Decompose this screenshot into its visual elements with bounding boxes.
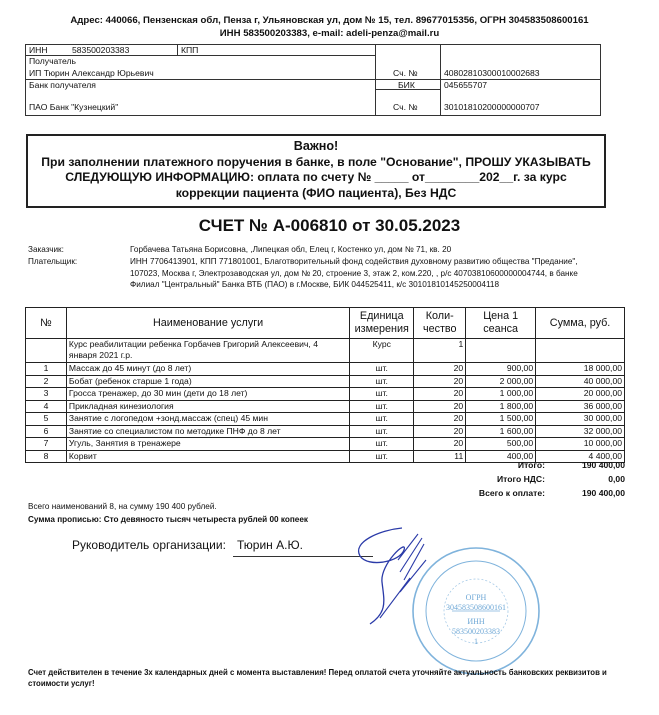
customer-value: Горбачева Татьяна Борисовна, ,Липецкая обл, Елец г, Костенко ул, дом № 71, кв. 20 xyxy=(130,245,452,254)
items-count-summary: Всего наименований 8, на сумму 190 400 рублей. xyxy=(28,502,217,511)
cell-unit: шт. xyxy=(350,363,414,376)
cell-qty: 20 xyxy=(414,363,466,376)
cell-qty: 1 xyxy=(414,339,466,363)
cell-sum: 30 000,00 xyxy=(536,413,625,426)
payer-label: Плательщик: xyxy=(28,257,78,266)
table-header-row xyxy=(26,308,625,339)
supplier-inn-email: ИНН 583500203383, e-mail: adeli-penza@mail.ru xyxy=(219,28,440,39)
account-label: Сч. № xyxy=(393,68,418,78)
cell-num xyxy=(26,339,67,363)
col-sum: Сумма, руб. xyxy=(536,308,625,339)
cell-num: 4 xyxy=(26,400,67,413)
cell-num: 7 xyxy=(26,438,67,451)
table-row xyxy=(26,400,625,413)
cell-unit: Курс xyxy=(350,339,414,363)
cell-qty: 20 xyxy=(414,413,466,426)
cell-unit: шт. xyxy=(350,438,414,451)
col-num: № xyxy=(26,308,67,339)
cell-name: Угуль, Занятия в тренажере xyxy=(66,438,349,451)
cell-num: 3 xyxy=(26,388,67,401)
notice-line-2: СЛЕДУЮЩУЮ ИНФОРМАЦИЮ: оплата по счету № _____ от________202__г. за курс xyxy=(65,170,567,184)
notice-title: Важно! xyxy=(293,139,339,153)
col-name: Наименование услуги xyxy=(66,308,349,339)
vat-row xyxy=(360,472,625,486)
signature-name: Тюрин А.Ю. xyxy=(237,538,303,552)
cell-price: 900,00 xyxy=(466,363,536,376)
cell-sum: 18 000,00 xyxy=(536,363,625,376)
table-row xyxy=(26,425,625,438)
account-value: 40802810300010002683 xyxy=(444,68,540,78)
cell-sum: 32 000,00 xyxy=(536,425,625,438)
vat-value: 0,00 xyxy=(608,474,625,484)
cell-unit: шт. xyxy=(350,450,414,463)
cell-sum: 40 000,00 xyxy=(536,375,625,388)
company-stamp xyxy=(410,545,542,677)
col-price: Цена 1 сеанса xyxy=(466,308,536,339)
table-row xyxy=(26,375,625,388)
cell-price xyxy=(466,339,536,363)
cell-qty: 11 xyxy=(414,450,466,463)
bank-name: ПАО Банк "Кузнецкий" xyxy=(29,102,119,112)
cell-sum: 4 400,00 xyxy=(536,450,625,463)
kpp-label: КПП xyxy=(181,45,199,55)
course-row xyxy=(26,339,625,363)
amount-in-words: Сумма прописью: Сто девяносто тысяч четыреста рублей 00 копеек xyxy=(28,515,308,524)
corr-account-value: 30101810200000000707 xyxy=(444,102,540,112)
cell-sum: 36 000,00 xyxy=(536,400,625,413)
notice-line-3: коррекции пациента (ФИО пациента), Без НДС xyxy=(175,185,457,200)
recipient-label: Получатель xyxy=(29,56,76,66)
bank-details-table xyxy=(25,44,601,116)
cell-unit: шт. xyxy=(350,375,414,388)
total-value: 190 400,00 xyxy=(581,460,625,470)
bik-value: 045655707 xyxy=(444,80,488,90)
notice-line-1: При заполнении платежного поручения в банке, в поле "Основание", ПРОШУ УКАЗЫВАТЬ xyxy=(41,154,591,169)
cell-name: Бобат (ребенок старше 1 года) xyxy=(66,375,349,388)
cell-num: 8 xyxy=(26,450,67,463)
cell-qty: 20 xyxy=(414,375,466,388)
table-row xyxy=(26,363,625,376)
cell-qty: 20 xyxy=(414,438,466,451)
grand-total-label: Всего к оплате: xyxy=(478,488,545,498)
stamp-inn-label: ИНН xyxy=(467,617,485,626)
cell-price: 400,00 xyxy=(466,450,536,463)
cell-name: Прикладная кинезиология xyxy=(66,400,349,413)
table-row xyxy=(26,388,625,401)
cell-sum: 10 000,00 xyxy=(536,438,625,451)
services-table xyxy=(25,307,625,463)
cell-qty: 20 xyxy=(414,388,466,401)
cell-unit: шт. xyxy=(350,413,414,426)
col-unit: Единица измерения xyxy=(350,308,414,339)
cell-name: Массаж до 45 минут (до 8 лет) xyxy=(66,363,349,376)
cell-sum xyxy=(536,339,625,363)
cell-name: Гросса тренажер, до 30 мин (дети до 18 лет) xyxy=(66,388,349,401)
stamp-ogrn-label: ОГРН xyxy=(465,593,487,602)
cell-name: Корвит xyxy=(66,450,349,463)
cell-price: 2 000,00 xyxy=(466,375,536,388)
cell-price: 1 000,00 xyxy=(466,388,536,401)
cell-unit: шт. xyxy=(350,425,414,438)
supplier-header xyxy=(0,14,659,40)
table-row xyxy=(26,438,625,451)
cell-qty: 20 xyxy=(414,425,466,438)
table-row xyxy=(26,413,625,426)
stamp-inn-value: 583500203383 xyxy=(452,627,500,636)
bik-label: БИК xyxy=(398,80,415,90)
cell-qty: 20 xyxy=(414,400,466,413)
supplier-address: Адрес: 440066, Пензенская обл, Пенза г, Ульяновская ул, дом № 15, тел. 89677015356, ОГРН 304583508600161 xyxy=(70,15,589,26)
cell-price: 1 600,00 xyxy=(466,425,536,438)
customer-label: Заказчик: xyxy=(28,245,64,254)
cell-num: 6 xyxy=(26,425,67,438)
cell-num: 5 xyxy=(26,413,67,426)
cell-price: 500,00 xyxy=(466,438,536,451)
totals-block xyxy=(360,458,625,500)
payer-value: ИНН 7706413901, КПП 771801001, Благотворительный фонд содействия духовному развитию общества "Предание", 107023, Москва г, Электрозаводская ул, дом № 20, строение 3, этаж 2, ком.220, , р/с 40703810600000004744, в банке Филиал "Центральный" Банка ВТБ (ПАО) в г.Москве, БИК 044525411, к/с 30101810145250004118 xyxy=(130,257,578,289)
invoice-title: СЧЕТ № А-006810 от 30.05.2023 xyxy=(198,216,461,235)
payment-notice xyxy=(26,134,606,208)
footer-line-2: стоимости услуг! xyxy=(28,679,95,688)
cell-name: Занятие с логопедом +зонд.массаж (спец) 45 мин xyxy=(66,413,349,426)
cell-num: 2 xyxy=(26,375,67,388)
footer-line-1: Счет действителен в течение 3х календарных дней с момента выставления! Перед оплатой счета уточняйте актуальность банковских реквизитов и xyxy=(28,668,607,677)
total-label: Итого: xyxy=(517,460,545,470)
cell-name: Занятие со специалистом по методике ПНФ до 8 лет xyxy=(66,425,349,438)
stamp-ogrn-value: 304583508600161 xyxy=(446,603,506,612)
cell-unit: шт. xyxy=(350,400,414,413)
inn-value: 583500203383 xyxy=(72,45,130,55)
stamp-number: 1 xyxy=(474,637,478,646)
cell-sum: 20 000,00 xyxy=(536,388,625,401)
cell-name: Курс реабилитации ребенка Горбачев Григорий Алексеевич, 4 января 2021 г.р. xyxy=(66,339,349,363)
grand-total-value: 190 400,00 xyxy=(581,488,625,498)
vat-label: Итого НДС: xyxy=(496,474,545,484)
cell-num: 1 xyxy=(26,363,67,376)
col-qty: Коли-чество xyxy=(414,308,466,339)
cell-unit: шт. xyxy=(350,388,414,401)
total-row xyxy=(360,458,625,472)
corr-account-label: Сч. № xyxy=(393,102,418,112)
inn-label: ИНН xyxy=(29,45,48,55)
cell-price: 1 500,00 xyxy=(466,413,536,426)
cell-price: 1 800,00 xyxy=(466,400,536,413)
grand-total-row xyxy=(360,486,625,500)
signature-label: Руководитель организации: xyxy=(72,538,226,552)
bank-label: Банк получателя xyxy=(29,80,96,90)
footer-note xyxy=(28,667,628,689)
recipient-name: ИП Тюрин Александр Юрьевич xyxy=(29,68,154,78)
